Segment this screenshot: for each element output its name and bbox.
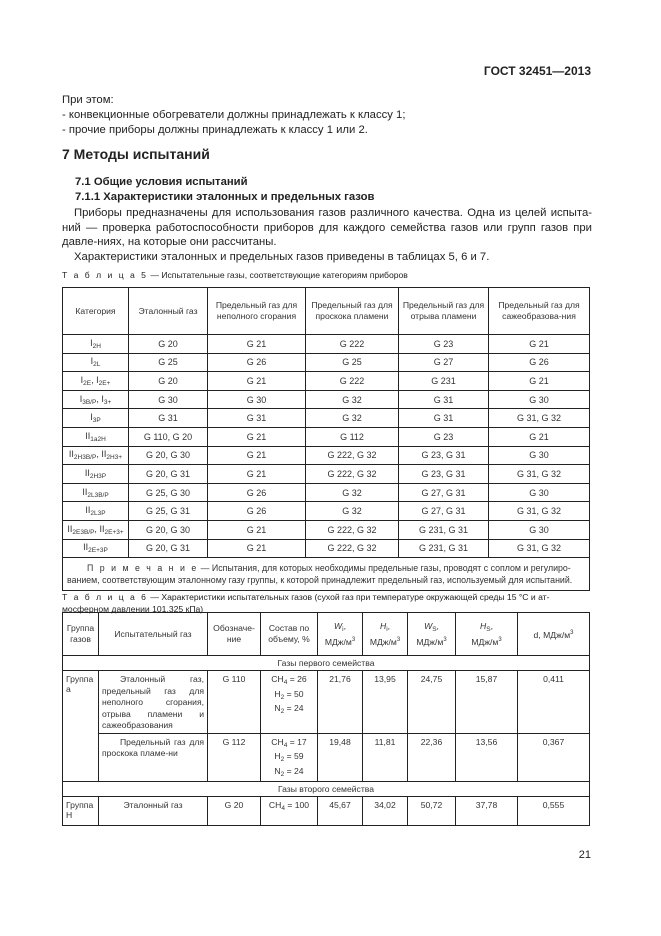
table-row (63, 733, 590, 782)
gas-cell: G 31 (399, 390, 489, 409)
formula-subscript: 4 (283, 741, 288, 749)
gas-cell: G 21 (208, 446, 306, 465)
table-row (63, 539, 590, 558)
header-cell: Предельный газ для неполного сгорания (208, 288, 306, 335)
unit: МДж/м (471, 636, 499, 647)
header-cell: $W_S$, МДж/$м^3$ (408, 613, 456, 656)
gas-cell: G 21 (208, 539, 306, 558)
gas-cell: G 20 (129, 335, 208, 354)
table-row (63, 502, 590, 521)
gas-cell: G 30 (489, 390, 590, 409)
gas-cell: G 20, G 30 (129, 446, 208, 465)
header-cell: Испытательный газ (99, 613, 208, 656)
category-cell: $II_{2H3B/P}$, $II_{2H3+}$ (63, 446, 129, 465)
category-subscript: 3+ (103, 398, 112, 406)
gas-cell: G 222, G 32 (306, 520, 399, 539)
gas-cell: G 32 (306, 390, 399, 409)
family-heading: Газы первого семейства (63, 656, 590, 671)
formula-subscript: 2 (280, 708, 285, 715)
intro-lead: При этом: (62, 94, 114, 106)
value-cell: 24,75 (408, 671, 456, 734)
gas-name-cell: Предельный газ для проскока пламе-ни (99, 733, 208, 782)
symbol-sub: i (386, 625, 388, 633)
symbol: H (379, 620, 387, 631)
symbol: W (334, 620, 343, 631)
category-subscript: 2L3P (90, 510, 106, 518)
gas-cell: G 222 (306, 335, 399, 354)
header-cell: Предельный газ для проскока пламени (306, 288, 399, 335)
category-symbol: II (84, 467, 90, 478)
symbol: H (480, 620, 487, 631)
category-symbol: I (79, 393, 83, 404)
gas-cell: G 27, G 31 (399, 483, 489, 502)
category-subscript: 2H3P (89, 472, 107, 480)
category-subscript: 2E+ (98, 379, 111, 387)
category-symbol: I (90, 356, 94, 367)
family-row (63, 656, 590, 671)
value-cell: 50,72 (408, 797, 456, 826)
category-cell (63, 409, 129, 428)
note-text: — Испытания, для которых необходимы предельные газы, проводят с соплом и регулиро-ванием, соответствующим эталонному газу группы, к которой принадлежит предельный газ, используемый для испытаний. (67, 563, 573, 586)
table-row (63, 390, 590, 409)
composition-line (264, 689, 314, 704)
value-cell: 21,76 (318, 671, 363, 734)
gas-cell: G 222, G 32 (306, 446, 399, 465)
header-cell: Группа газов (63, 613, 99, 656)
formula: H (274, 751, 281, 761)
gas-cell: G 30 (489, 483, 590, 502)
category-symbol: I (90, 337, 93, 348)
category-cell: $I_{3B/P}$, $I_{3+}$ (63, 390, 129, 409)
gas-cell: G 30 (129, 390, 208, 409)
paragraph: Характеристики эталонных и предельных газов приведены в таблицах 5, 6 и 7. (74, 251, 490, 263)
gas-name-cell: Эталонный газ, предельный газ для неполного сгорания, отрыва пламени и сажеобразования (99, 671, 208, 734)
family-row (63, 782, 590, 797)
fraction: = 24 (284, 703, 304, 713)
group-cell: Группа Н (63, 797, 99, 826)
gas-cell: G 231, G 31 (399, 520, 489, 539)
gas-cell: G 110, G 20 (129, 427, 208, 446)
gas-cell: G 27, G 31 (399, 502, 489, 521)
code-cell: G 110 (208, 671, 261, 734)
category-symbol: II (83, 542, 89, 553)
intro-item: - конвекционные обогреватели должны принадлежать к классу 1; (62, 109, 406, 121)
value-cell: 0,411 (518, 671, 590, 734)
symbol-sub: i (342, 625, 344, 633)
gas-name-cell: Эталонный газ (99, 797, 208, 826)
category-subscript: 2L (93, 361, 101, 369)
note-label: П р и м е ч а н и е (87, 563, 199, 574)
composition-line (264, 800, 314, 815)
code-cell: G 20 (208, 797, 261, 826)
caption-label: Т а б л и ц а 5 (62, 270, 148, 280)
category-cell: $II_{2E3B/P}$, $II_{2E+3+}$ (63, 520, 129, 539)
intro-item: - прочие приборы должны принадлежать к классу 1 или 2. (62, 124, 368, 136)
table-note (63, 558, 590, 591)
gas-cell: G 21 (489, 335, 590, 354)
gas-cell: G 31, G 32 (489, 409, 590, 428)
category-subscript: 2E (83, 379, 92, 387)
formula-subscript: 2 (280, 770, 285, 778)
table-note-row (63, 558, 590, 591)
formula: CH (271, 674, 284, 684)
gas-cell: G 21 (489, 427, 590, 446)
composition-line (264, 703, 314, 718)
composition-cell (261, 797, 318, 826)
category-cell (63, 353, 129, 372)
composition-cell (261, 671, 318, 734)
composition-line (264, 766, 314, 781)
caption-label: Т а б л и ц а 6 (62, 592, 148, 602)
composition-cell (261, 733, 318, 782)
subsection-title: 7.1 Общие условия испытаний (75, 176, 248, 188)
gas-cell: G 23 (399, 427, 489, 446)
value-cell: 34,02 (363, 797, 408, 826)
formula: N (274, 703, 281, 713)
caption-text: — Испытательные газы, соответствующие категориям приборов (147, 270, 408, 280)
category-subscript: 2E+3+ (104, 528, 124, 536)
fraction: = 26 (287, 674, 307, 684)
gas-cell: G 30 (489, 446, 590, 465)
gas-cell: G 26 (208, 353, 306, 372)
table-6 (62, 612, 590, 826)
composition-line (264, 674, 314, 689)
fraction: = 17 (287, 736, 307, 747)
gas-cell: G 25, G 31 (129, 502, 208, 521)
unit-sup: 3 (570, 629, 574, 636)
subsection-title: 7.1.1 Характеристики эталонных и предельных газов (75, 191, 375, 203)
table-header-row (63, 288, 590, 335)
unit-sup: 3 (443, 636, 447, 643)
fraction: = 24 (284, 765, 304, 776)
gas-cell: G 25, G 30 (129, 483, 208, 502)
category-symbol: II (68, 449, 74, 460)
composition-line (264, 751, 314, 766)
gas-cell: G 23, G 31 (399, 446, 489, 465)
category-subscript: 2H3B/P (73, 454, 97, 462)
page-number: 21 (578, 849, 591, 861)
gas-cell: G 21 (489, 372, 590, 391)
category-symbol: II (85, 430, 91, 441)
gas-cell: G 21 (208, 465, 306, 484)
symbol: W (424, 620, 433, 631)
table-row (63, 427, 590, 446)
gas-cell: G 231, G 31 (399, 539, 489, 558)
paragraph: Приборы предназначены для использования газов различного качества. Одна из целей испыта-ний — проверка работоспособности приборов для каждого семейства газов или групп газов при давле-ниях, на которые они рассчитаны. (62, 207, 592, 248)
header-cell: $H_S$, МДж/$м^3$ (456, 613, 518, 656)
category-subscript: 2E+3P (88, 547, 108, 555)
gas-cell: G 25 (306, 353, 399, 372)
header-cell: Обозначе-ние (208, 613, 261, 656)
section-title: 7 Методы испытаний (62, 146, 210, 162)
value-cell: 22,36 (408, 733, 456, 782)
gas-cell: G 32 (306, 502, 399, 521)
category-symbol: II (99, 523, 105, 534)
header-cell: Эталонный газ (129, 288, 208, 335)
formula-subscript: 2 (280, 693, 285, 701)
table-row (63, 335, 590, 354)
table-row (63, 409, 590, 428)
fraction: = 100 (284, 800, 310, 810)
gas-cell: G 31 (129, 409, 208, 428)
category-symbol: II (67, 523, 73, 534)
gas-cell: G 23, G 31 (399, 465, 489, 484)
header-cell: Категория (63, 288, 129, 335)
header-cell: $W_i$, МДж/$м^3$ (318, 613, 363, 656)
gas-cell: G 20 (129, 372, 208, 391)
document-header: ГОСТ 32451—2013 (483, 64, 591, 78)
unit-sup: 3 (396, 636, 401, 643)
table-row (63, 465, 590, 484)
category-symbol: I (101, 393, 104, 404)
gas-cell: G 32 (306, 409, 399, 428)
unit: МДж/м (369, 636, 397, 647)
value-cell: 13,56 (456, 733, 518, 782)
gas-cell: G 31 (399, 409, 489, 428)
formula-subscript: 4 (281, 805, 285, 812)
table-row (63, 353, 590, 372)
value-cell: 13,95 (363, 671, 408, 734)
unit: МДж/м (324, 636, 352, 647)
formula: CH (271, 736, 284, 747)
unit-sup: 3 (351, 636, 356, 643)
unit: МДж/м (416, 636, 444, 647)
value-cell: 45,67 (318, 797, 363, 826)
category-symbol: II (82, 486, 88, 497)
gas-cell: G 32 (306, 483, 399, 502)
table-row (63, 446, 590, 465)
gas-cell: G 31, G 32 (489, 539, 590, 558)
fraction: = 50 (284, 688, 304, 699)
header-cell: $H_i$, МДж/$м^3$ (363, 613, 408, 656)
caption-text: — Характеристики испытательных газов (сухой газ при температуре окружающей среды 15 °С и ат-мосферном давлении 101,325 кПа) (62, 592, 550, 614)
gas-cell: G 30 (208, 390, 306, 409)
gas-cell: G 31, G 32 (489, 502, 590, 521)
value-cell: 37,78 (456, 797, 518, 826)
gas-cell: G 23 (399, 335, 489, 354)
gas-cell: G 25 (129, 353, 208, 372)
gas-cell: G 21 (208, 427, 306, 446)
composition-line (264, 737, 314, 752)
table-row (63, 372, 590, 391)
category-cell: $I_{2E}$, $I_{2E+}$ (63, 372, 129, 391)
formula: N (274, 765, 281, 776)
header-cell: Предельный газ для отрыва пламени (399, 288, 489, 335)
category-cell (63, 502, 129, 521)
formula: H (274, 688, 281, 699)
gas-cell: G 21 (208, 372, 306, 391)
header-cell (518, 613, 590, 656)
category-symbol: I (80, 374, 84, 385)
gas-cell: G 26 (208, 483, 306, 502)
value-cell: 0,555 (518, 797, 590, 826)
unit-sup: 3 (498, 636, 502, 643)
table-row (63, 797, 590, 826)
category-cell (63, 427, 129, 446)
header-cell: Предельный газ для сажеобразова-ния (489, 288, 590, 335)
value-cell: 19,48 (318, 733, 363, 782)
unit: d, МДж/м (533, 629, 571, 640)
fraction: = 59 (284, 751, 304, 761)
gas-cell: G 20, G 31 (129, 465, 208, 484)
table-row (63, 483, 590, 502)
header-cell: Состав по объему, % (261, 613, 318, 656)
category-symbol: I (96, 374, 99, 385)
symbol-sub: S (486, 625, 491, 633)
category-cell (63, 483, 129, 502)
gas-cell: G 222, G 32 (306, 539, 399, 558)
gas-cell: G 26 (208, 502, 306, 521)
category-subscript: 2E3B/P (72, 528, 95, 536)
gas-cell: G 222, G 32 (306, 465, 399, 484)
category-cell (63, 465, 129, 484)
value-cell: 15,87 (456, 671, 518, 734)
category-cell (63, 335, 129, 354)
category-subscript: 1a2H (90, 435, 106, 443)
gas-cell: G 30 (489, 520, 590, 539)
gas-cell: G 21 (208, 335, 306, 354)
formula-subscript: 4 (283, 679, 288, 686)
category-subscript: 2L3B/P (87, 491, 109, 499)
table-header-row (63, 613, 590, 656)
gas-cell: G 21 (208, 520, 306, 539)
category-subscript: 3P (92, 417, 101, 425)
gas-cell: G 31 (208, 409, 306, 428)
family-heading: Газы второго семейства (63, 782, 590, 797)
table-5 (62, 287, 590, 591)
table-row (63, 520, 590, 539)
value-cell: 0,367 (518, 733, 590, 782)
value-cell: 11,81 (363, 733, 408, 782)
category-subscript: 2H (92, 342, 101, 350)
symbol-sub: S (432, 625, 437, 633)
gas-cell: G 26 (489, 353, 590, 372)
gas-cell: G 112 (306, 427, 399, 446)
category-symbol: II (101, 449, 107, 460)
code-cell: G 112 (208, 733, 261, 782)
group-cell: Группа а (63, 671, 99, 782)
gas-cell: G 20, G 31 (129, 539, 208, 558)
category-subscript: 3B/P (82, 398, 97, 406)
formula: CH (268, 800, 282, 810)
category-subscript: 2H3+ (106, 454, 123, 462)
gas-cell: G 27 (399, 353, 489, 372)
gas-cell: G 231 (399, 372, 489, 391)
gas-cell: G 20, G 30 (129, 520, 208, 539)
formula-subscript: 2 (280, 756, 285, 763)
table-row (63, 671, 590, 734)
gas-cell: G 222 (306, 372, 399, 391)
category-symbol: II (85, 505, 91, 516)
gas-cell: G 31, G 32 (489, 465, 590, 484)
table5-caption (62, 269, 592, 281)
category-symbol: I (90, 412, 93, 423)
category-cell (63, 539, 129, 558)
